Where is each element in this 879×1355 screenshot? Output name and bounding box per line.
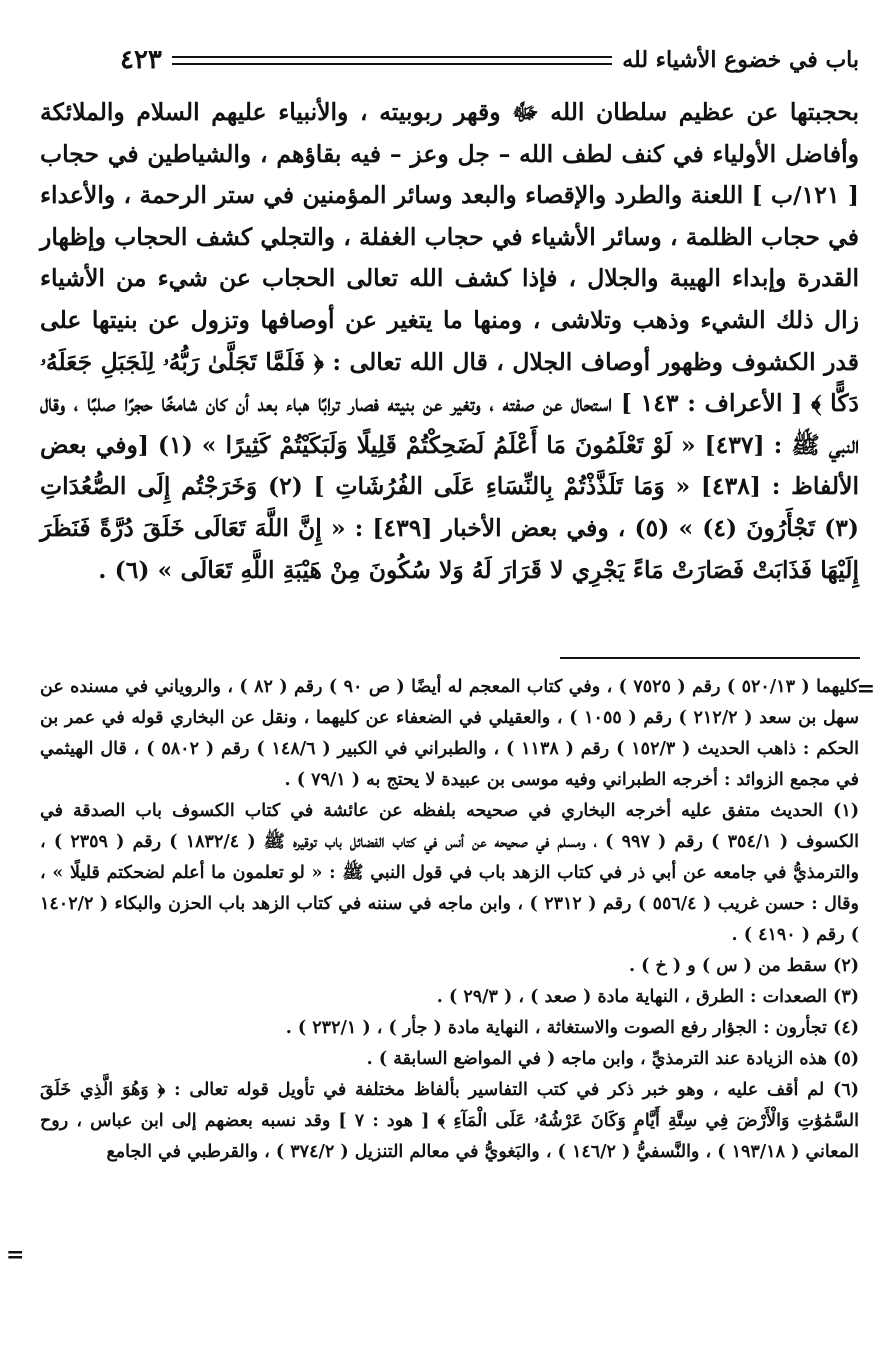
page-number: ٤٢٣ bbox=[120, 45, 162, 75]
continuation-mark-bottom: = bbox=[6, 1242, 25, 1268]
main-paragraph: بحجبتها عن عظيم سلطان الله ﷻ وقهر ربوبيته ، والأنبياء عليهم السلام والملائكة وأفاضل الأولياء في كنف لطف الله – جل وعز – فيه بقاؤهم ، والشياطين في حجاب [ ١٢١/ب ] اللعنة والطرد والإقصاء والبعد وسائر المؤمنين في ستر الرحمة ، والأعداء في حجاب الظلمة ، وسائر الأشياء في حجاب الغفلة ، والتجلي كشف الحجاب وإظهار القدرة وإبداء الهيبة والجلال ، فإذا كشف الله تعالى الحجاب عن شيء من الأشياء زال ذلك الشيء وذهب وتلاشى ، ومنها ما يتغير عن أوصافها وتزول عن بنيتها على قدر الكشوف وظهور أوصاف الجلال ، قال الله تعالى : ﴿ فَلَمَّا تَجَلَّىٰ رَبُّهُۥ لِلۡجَبَلِ جَعَلَهُۥ دَكًّا ﴾ [ الأعراف : ١٤٣ ] استحال عن صفته ، وتغير عن بنيته فصار ترابًا هباء بعد أن كان شامخًا حجرًا صلبًا ، وقال النبي ﷺ : [٤٣٧] « لَوْ تَعْلَمُونَ مَا أَعْلَمُ لَضَحِكْتُمْ قَلِيلًا وَلَبَكَيْتُمْ كَثِيرًا » (١) [وفي بعض الألفاظ : [٤٣٨] « وَمَا تَلَذَّذْتُمْ بِالنِّسَاءِ عَلَى الفُرُشَاتِ ] (٢) وَخَرَجْتُم إِلَى الصُّعُدَاتِ (٣) تَجْأَرُونَ (٤) » (٥) ، وفي بعض الأخبار [٤٣٩] : « إِنَّ اللَّهَ تَعَالَى خَلَقَ دُرَّةً فَنَظَرَ إِلَيْهَا فَذَابَتْ فَصَارَتْ مَاءً يَجْرِي لا قَرَارَ لَهُ وَلا سُكُونَ مِنْ هَيْبَةِ اللَّهِ تَعَالَى » (٦) . bbox=[40, 98, 859, 584]
footnote-continued: كليهما ( ٥٢٠/١٣ ) رقم ( ٧٥٢٥ ) ، وفي كتاب المعجم له أيضًا ( ص ٩٠ ) رقم ( ٨٢ ) ، والروياني في مسنده عن سهل بن سعد ( ٢١٢/٢ ) رقم ( ١٠٥٥ ) ، والعقيلي في الضعفاء عن كليهما ، ونقل عن البخاري قوله في عمر بن الحكم : ذاهب الحديث ( ١٥٢/٣ ) رقم ( ١١٣٨ ) ، والطبراني في الكبير ( ١٤٨/٦ ) رقم ( ٥٨٠٢ ) ، قال الهيثمي في مجمع الزوائد : أخرجه الطبراني وفيه موسى بن عبيدة لا يحتج به ( ٧٩/١ ) . bbox=[40, 677, 859, 790]
footnote-5: (٥) هذه الزيادة عند الترمذيِّ ، وابن ماجه ( في المواضع السابقة ) . bbox=[366, 1049, 859, 1069]
footnote-1: (١) الحديث متفق عليه أخرجه البخاري في صحيحه بلفظه عن عائشة في كتاب الكسوف باب الصدقة في الكسوف ( ٣٥٤/١ ) رقم ( ٩٩٧ ) ، ومسلم في صحيحه عن أنس في كتاب الفضائل باب توقيره ﷺ ( ١٨٣٢/٤ ) رقم ( ٢٣٥٩ ) ، والترمذيُّ في جامعه عن أبي ذر في كتاب الزهد باب في قول النبي ﷺ : « لو تعلمون ما أعلم لضحكتم قليلًا » ، وقال : حسن غريب ( ٥٥٦/٤ ) رقم ( ٢٣١٢ ) ، وابن ماجه في سننه في كتاب الزهد باب الحزن والبكاء ( ١٤٠٢/٢ ) رقم ( ٤١٩٠ ) . bbox=[40, 801, 859, 945]
footnote-3: (٣) الصعدات : الطرق ، النهاية مادة ( صعد ) ، ( ٢٩/٣ ) . bbox=[436, 987, 859, 1007]
main-text-block bbox=[40, 92, 859, 591]
footnotes-block bbox=[40, 672, 859, 1168]
chapter-title: باب في خضوع الأشياء لله bbox=[622, 47, 859, 73]
footnote-4: (٤) تجأرون : الجؤار رفع الصوت والاستغاثة ، النهاية مادة ( جأر ) ، ( ٢٣٢/١ ) . bbox=[285, 1018, 859, 1038]
footnote-2: (٢) سقط من ( س ) و ( خ ) . bbox=[628, 956, 859, 976]
continuation-mark-top: = bbox=[856, 676, 875, 702]
header-double-rule bbox=[172, 56, 612, 65]
running-header bbox=[120, 40, 859, 80]
footnote-separator bbox=[560, 657, 860, 659]
footnote-6: (٦) لم أقف عليه ، وهو خبر ذكر في كتب التفاسير بألفاظ مختلفة في تأويل قوله تعالى : ﴿ وَهُوَ الَّذِي خَلَقَ السَّمَٰوَٰتِ وَالْأَرْضَ فِي سِتَّةِ أَيَّامٍ وَكَانَ عَرْشُهُۥ عَلَى الْمَآءِ ﴾ [ هود : ٧ ] وقد نسبه بعضهم إلى ابن عباس ، روح المعاني ( ١٩٣/١٨ ) ، والنَّسفيُّ ( ١٤٦/٢ ) ، والبَغويُّ في معالم التنزيل ( ٣٧٤/٢ ) ، والقرطبي في الجامع bbox=[40, 1080, 859, 1162]
